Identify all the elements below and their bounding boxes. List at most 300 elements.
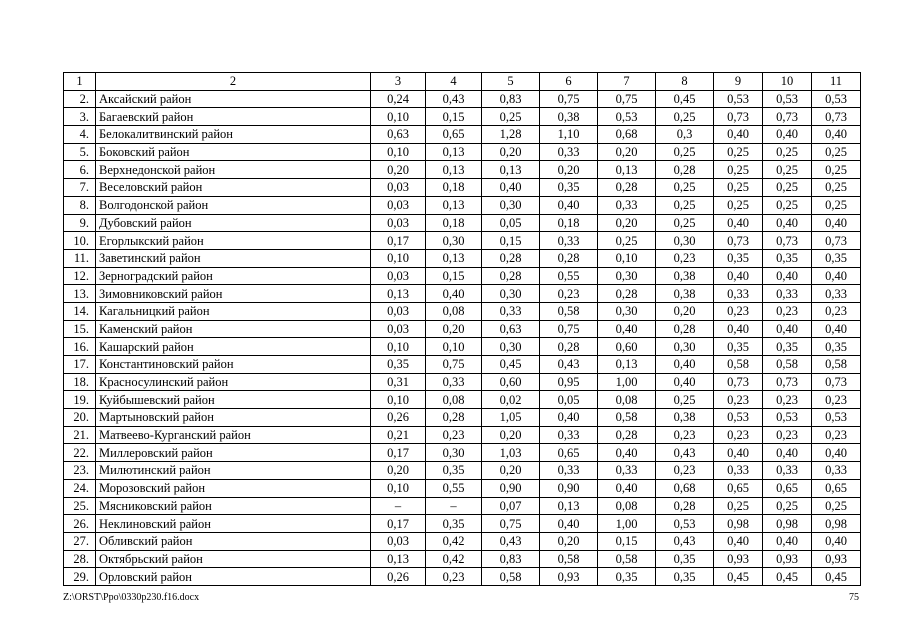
value-cell: 0,28 [656,320,714,338]
value-cell: 0,60 [482,373,540,391]
district-name-cell: Боковский район [96,143,371,161]
table-row [64,232,861,250]
value-cell: 0,73 [714,108,763,126]
value-cell: 0,28 [598,426,656,444]
value-cell: 0,02 [482,391,540,409]
value-cell: 0,58 [598,550,656,568]
district-name-cell: Кагальницкий район [96,302,371,320]
value-cell: 0,53 [598,108,656,126]
value-cell: 0,93 [812,550,861,568]
value-cell: 0,60 [598,338,656,356]
value-cell: 0,25 [763,179,812,197]
value-cell: 0,35 [656,568,714,586]
value-cell: 0,15 [426,267,482,285]
district-name-cell: Мясниковский район [96,497,371,515]
value-cell: 0,33 [714,285,763,303]
value-cell: 0,20 [656,302,714,320]
value-cell: 0,13 [371,285,426,303]
row-number-cell: 21. [64,426,96,444]
value-cell: 0,28 [426,409,482,427]
value-cell: 0,40 [763,267,812,285]
value-cell: 0,40 [598,444,656,462]
table-row [64,90,861,108]
district-name-cell: Дубовский район [96,214,371,232]
header-cell: 5 [482,73,540,91]
table-row [64,356,861,374]
value-cell: 0,20 [540,532,598,550]
value-cell: 0,38 [656,409,714,427]
row-number-cell: 24. [64,479,96,497]
value-cell: 0,65 [763,479,812,497]
table-row [64,479,861,497]
value-cell: 0,15 [482,232,540,250]
value-cell: 0,25 [482,108,540,126]
value-cell: 0,23 [763,302,812,320]
value-cell: 0,58 [482,568,540,586]
table-row [64,462,861,480]
value-cell: 0,43 [656,532,714,550]
value-cell: 0,10 [371,479,426,497]
value-cell: 0,73 [812,232,861,250]
table-row [64,515,861,533]
value-cell: 0,23 [763,426,812,444]
header-cell: 6 [540,73,598,91]
value-cell: 0,58 [540,550,598,568]
value-cell: 0,30 [426,444,482,462]
district-name-cell: Милютинский район [96,462,371,480]
value-cell: 0,40 [598,320,656,338]
header-cell: 3 [371,73,426,91]
table-row [64,143,861,161]
value-cell: 0,98 [812,515,861,533]
row-number-cell: 7. [64,179,96,197]
value-cell: 0,40 [714,320,763,338]
value-cell: 0,08 [598,497,656,515]
value-cell: 0,23 [714,391,763,409]
value-cell: 0,25 [714,179,763,197]
value-cell: 1,00 [598,373,656,391]
value-cell: 0,40 [426,285,482,303]
district-name-cell: Октябрьский район [96,550,371,568]
district-name-cell: Мартыновский район [96,409,371,427]
value-cell: 0,40 [540,409,598,427]
row-number-cell: 6. [64,161,96,179]
value-cell: 0,65 [714,479,763,497]
value-cell: 1,00 [598,515,656,533]
row-number-cell: 10. [64,232,96,250]
value-cell: 0,40 [812,532,861,550]
value-cell: 0,23 [763,391,812,409]
value-cell: 0,30 [598,267,656,285]
row-number-cell: 29. [64,568,96,586]
value-cell: 0,25 [714,196,763,214]
value-cell: 0,18 [426,214,482,232]
row-number-cell: 19. [64,391,96,409]
value-cell: 0,10 [426,338,482,356]
district-name-cell: Багаевский район [96,108,371,126]
value-cell: 0,18 [540,214,598,232]
value-cell: 0,13 [426,143,482,161]
value-cell: 0,25 [656,143,714,161]
value-cell: 0,40 [763,444,812,462]
value-cell: 0,55 [426,479,482,497]
value-cell: 0,40 [714,214,763,232]
value-cell: 0,31 [371,373,426,391]
district-name-cell: Морозовский район [96,479,371,497]
value-cell: 0,33 [812,462,861,480]
value-cell: 0,58 [812,356,861,374]
value-cell: 0,20 [426,320,482,338]
row-number-cell: 9. [64,214,96,232]
value-cell: 0,35 [714,338,763,356]
value-cell: 0,07 [482,497,540,515]
value-cell: 0,73 [763,373,812,391]
value-cell: 0,58 [763,356,812,374]
header-row [64,73,861,91]
value-cell: 0,45 [482,356,540,374]
value-cell: 0,75 [598,90,656,108]
value-cell: 0,90 [540,479,598,497]
value-cell: 0,35 [540,179,598,197]
header-cell: 10 [763,73,812,91]
value-cell: 0,40 [812,214,861,232]
header-cell: 4 [426,73,482,91]
district-name-cell: Волгодонской район [96,196,371,214]
value-cell: 0,23 [656,426,714,444]
value-cell: 0,38 [540,108,598,126]
value-cell: 0,03 [371,214,426,232]
value-cell: 0,28 [598,179,656,197]
value-cell: 0,95 [540,373,598,391]
district-name-cell: Веселовский район [96,179,371,197]
value-cell: 0,25 [714,143,763,161]
value-cell: 0,35 [812,249,861,267]
row-number-cell: 17. [64,356,96,374]
value-cell: 0,03 [371,302,426,320]
file-path: Z:\ORST\Ppo\0330p230.f16.docx [63,592,200,603]
district-name-cell: Егорлыкский район [96,232,371,250]
value-cell: 0,17 [371,444,426,462]
table-row [64,532,861,550]
value-cell: 0,40 [812,126,861,144]
value-cell: 0,30 [482,338,540,356]
value-cell: 0,33 [540,426,598,444]
row-number-cell: 22. [64,444,96,462]
value-cell: 0,26 [371,409,426,427]
value-cell: 0,10 [598,249,656,267]
value-cell: 0,40 [598,479,656,497]
row-number-cell: 2. [64,90,96,108]
value-cell: 1,28 [482,126,540,144]
district-name-cell: Заветинский район [96,249,371,267]
value-cell: 0,30 [656,338,714,356]
value-cell: 0,03 [371,179,426,197]
row-number-cell: 3. [64,108,96,126]
value-cell: 0,35 [598,568,656,586]
value-cell: 0,58 [540,302,598,320]
district-name-cell: Матвеево-Курганский район [96,426,371,444]
row-number-cell: 5. [64,143,96,161]
value-cell: 0,33 [540,232,598,250]
header-cell: 7 [598,73,656,91]
table-row [64,179,861,197]
header-cell: 1 [64,73,96,91]
value-cell: 0,53 [714,90,763,108]
value-cell: 0,45 [812,568,861,586]
district-name-cell: Константиновский район [96,356,371,374]
value-cell: 0,13 [598,161,656,179]
value-cell: 0,45 [714,568,763,586]
value-cell: 0,40 [656,373,714,391]
value-cell: 0,23 [426,568,482,586]
value-cell: 0,26 [371,568,426,586]
value-cell: 0,40 [714,126,763,144]
value-cell: 0,08 [426,302,482,320]
value-cell: 0,35 [763,338,812,356]
value-cell: 0,23 [540,285,598,303]
value-cell: 0,35 [714,249,763,267]
row-number-cell: 12. [64,267,96,285]
value-cell: 0,28 [540,249,598,267]
row-number-cell: 27. [64,532,96,550]
value-cell: 0,33 [598,196,656,214]
value-cell: 0,10 [371,249,426,267]
value-cell: – [426,497,482,515]
district-name-cell: Зимовниковский район [96,285,371,303]
value-cell: 0,33 [426,373,482,391]
value-cell: 0,18 [426,179,482,197]
district-name-cell: Орловский район [96,568,371,586]
value-cell: 0,13 [426,161,482,179]
value-cell: 0,33 [763,462,812,480]
value-cell: 0,40 [540,515,598,533]
header-cell: 11 [812,73,861,91]
value-cell: 0,28 [482,249,540,267]
value-cell: 0,30 [482,196,540,214]
value-cell: 0,25 [763,497,812,515]
table-row [64,214,861,232]
table-row [64,373,861,391]
district-name-cell: Белокалитвинский район [96,126,371,144]
value-cell: 0,98 [714,515,763,533]
value-cell: 0,33 [482,302,540,320]
table-row [64,550,861,568]
row-number-cell: 16. [64,338,96,356]
value-cell: 0,13 [598,356,656,374]
value-cell: 0,20 [598,214,656,232]
value-cell: 0,25 [656,108,714,126]
value-cell: 0,03 [371,267,426,285]
district-name-cell: Каменский район [96,320,371,338]
value-cell: 0,30 [598,302,656,320]
value-cell: 0,40 [812,444,861,462]
data-table [63,72,861,586]
table-row [64,161,861,179]
value-cell: 0,53 [812,409,861,427]
value-cell: 0,93 [540,568,598,586]
value-cell: 0,58 [598,409,656,427]
value-cell: 0,58 [714,356,763,374]
value-cell: 0,73 [812,108,861,126]
value-cell: 0,43 [482,532,540,550]
table-row [64,409,861,427]
value-cell: 0,23 [714,302,763,320]
value-cell: 0,53 [763,90,812,108]
district-name-cell: Аксайский район [96,90,371,108]
header-cell: 2 [96,73,371,91]
value-cell: 0,25 [812,196,861,214]
value-cell: 0,25 [812,497,861,515]
value-cell: 0,23 [714,426,763,444]
value-cell: 0,93 [714,550,763,568]
value-cell: 0,20 [540,161,598,179]
value-cell: 0,23 [656,462,714,480]
value-cell: 0,10 [371,338,426,356]
value-cell: 0,25 [714,497,763,515]
value-cell: 0,17 [371,232,426,250]
value-cell: 0,28 [540,338,598,356]
value-cell: 0,35 [656,550,714,568]
value-cell: 0,35 [812,338,861,356]
value-cell: 0,03 [371,196,426,214]
value-cell: 0,25 [812,179,861,197]
value-cell: – [371,497,426,515]
value-cell: 0,13 [482,161,540,179]
value-cell: 0,23 [812,302,861,320]
value-cell: 0,20 [482,426,540,444]
value-cell: 0,42 [426,550,482,568]
value-cell: 0,15 [426,108,482,126]
value-cell: 0,28 [656,497,714,515]
value-cell: 0,38 [656,285,714,303]
value-cell: 0,35 [426,515,482,533]
value-cell: 0,35 [763,249,812,267]
table-row [64,568,861,586]
value-cell: 0,40 [656,356,714,374]
value-cell: 0,25 [763,143,812,161]
value-cell: 0,73 [763,232,812,250]
value-cell: 0,03 [371,532,426,550]
row-number-cell: 20. [64,409,96,427]
value-cell: 0,53 [656,515,714,533]
district-name-cell: Красносулинский район [96,373,371,391]
value-cell: 0,25 [656,214,714,232]
table-row [64,338,861,356]
value-cell: 0,13 [426,249,482,267]
value-cell: 0,13 [426,196,482,214]
row-number-cell: 8. [64,196,96,214]
table-row [64,267,861,285]
row-number-cell: 18. [64,373,96,391]
value-cell: 0,73 [714,232,763,250]
table-row [64,426,861,444]
value-cell: 0,38 [656,267,714,285]
value-cell: 0,23 [812,426,861,444]
value-cell: 0,68 [656,479,714,497]
value-cell: 0,75 [426,356,482,374]
district-name-cell: Куйбышевский район [96,391,371,409]
value-cell: 0,63 [482,320,540,338]
value-cell: 0,45 [656,90,714,108]
value-cell: 0,20 [371,462,426,480]
value-cell: 1,05 [482,409,540,427]
value-cell: 0,75 [540,90,598,108]
value-cell: 0,73 [763,108,812,126]
value-cell: 0,25 [656,179,714,197]
value-cell: 0,03 [371,320,426,338]
row-number-cell: 14. [64,302,96,320]
value-cell: 0,23 [426,426,482,444]
row-number-cell: 26. [64,515,96,533]
value-cell: 0,35 [371,356,426,374]
value-cell: 0,20 [482,462,540,480]
district-name-cell: Зерноградский район [96,267,371,285]
value-cell: 0,13 [540,497,598,515]
value-cell: 0,13 [371,550,426,568]
table-body [64,73,861,586]
value-cell: 0,43 [656,444,714,462]
value-cell: 0,08 [426,391,482,409]
value-cell: 0,25 [656,196,714,214]
district-name-cell: Верхнедонской район [96,161,371,179]
value-cell: 0,40 [763,532,812,550]
value-cell: 0,40 [812,267,861,285]
value-cell: 0,15 [598,532,656,550]
table-row [64,126,861,144]
value-cell: 0,65 [540,444,598,462]
value-cell: 0,30 [426,232,482,250]
value-cell: 0,20 [482,143,540,161]
value-cell: 0,28 [482,267,540,285]
value-cell: 0,28 [656,161,714,179]
value-cell: 0,08 [598,391,656,409]
value-cell: 0,33 [812,285,861,303]
value-cell: 0,75 [482,515,540,533]
value-cell: 0,73 [714,373,763,391]
value-cell: 0,25 [812,161,861,179]
value-cell: 0,65 [812,479,861,497]
district-name-cell: Миллеровский район [96,444,371,462]
value-cell: 0,83 [482,550,540,568]
value-cell: 0,25 [598,232,656,250]
value-cell: 0,25 [763,196,812,214]
value-cell: 0,35 [426,462,482,480]
table-row [64,497,861,515]
value-cell: 0,40 [714,267,763,285]
value-cell: 0,63 [371,126,426,144]
row-number-cell: 11. [64,249,96,267]
value-cell: 0,25 [656,391,714,409]
value-cell: 0,33 [598,462,656,480]
value-cell: 0,33 [540,462,598,480]
row-number-cell: 25. [64,497,96,515]
header-cell: 8 [656,73,714,91]
value-cell: 0,75 [540,320,598,338]
value-cell: 0,73 [812,373,861,391]
value-cell: 0,23 [656,249,714,267]
table-row [64,285,861,303]
header-cell: 9 [714,73,763,91]
value-cell: 1,03 [482,444,540,462]
row-number-cell: 4. [64,126,96,144]
value-cell: 0,10 [371,108,426,126]
value-cell: 0,25 [812,143,861,161]
value-cell: 0,55 [540,267,598,285]
value-cell: 1,10 [540,126,598,144]
value-cell: 0,05 [482,214,540,232]
table-row [64,391,861,409]
value-cell: 0,33 [540,143,598,161]
